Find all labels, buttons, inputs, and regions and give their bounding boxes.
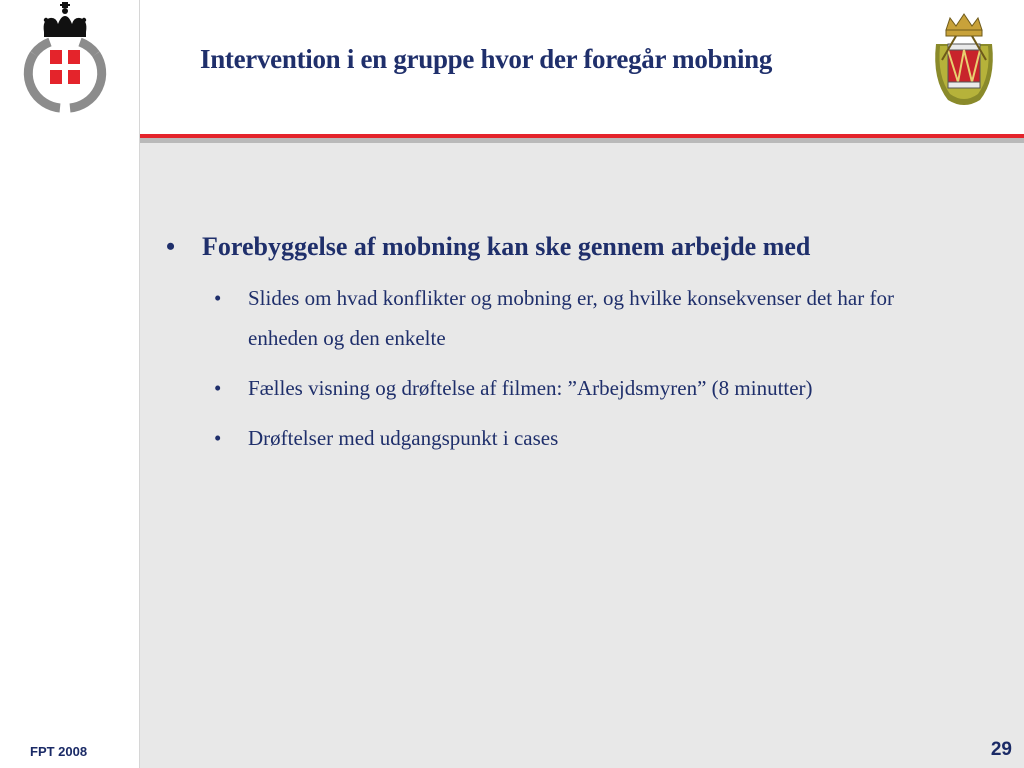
sub-bullet-item — [214, 418, 948, 458]
footer-label: FPT 2008 — [30, 744, 88, 759]
bullet-dot-icon: • — [214, 426, 222, 450]
sub-bullet-list — [160, 278, 980, 458]
bullet-dot-icon: • — [166, 232, 176, 261]
bullet-list — [160, 230, 980, 468]
bullet-dot-icon: • — [214, 376, 222, 400]
sub-bullet-text: Slides om hvad konflikter og mobning er, og hvilke konsekvenser det har for enheden og den enkelte — [248, 286, 894, 350]
main-bullet-text: Forebyggelse af mobning kan ske gennem arbejde med — [202, 232, 811, 261]
page-number: 29 — [990, 739, 1012, 760]
crowned-red-cross-emblem-icon — [16, 2, 114, 120]
bullet-dot-icon: • — [214, 286, 222, 310]
crowned-drum-badge-icon — [928, 10, 1000, 110]
sub-bullet-text: Drøftelser med udgangspunkt i cases — [248, 426, 559, 450]
slide-title: Intervention i en gruppe hvor der foregår mobning — [200, 44, 773, 74]
sub-bullet-text: Fælles visning og drøftelse af filmen: ”Arbejdsmyren” (8 minutter) — [248, 376, 813, 400]
main-bullet — [160, 230, 980, 264]
sub-bullet-item — [214, 278, 948, 358]
sub-bullet-item — [214, 368, 948, 408]
